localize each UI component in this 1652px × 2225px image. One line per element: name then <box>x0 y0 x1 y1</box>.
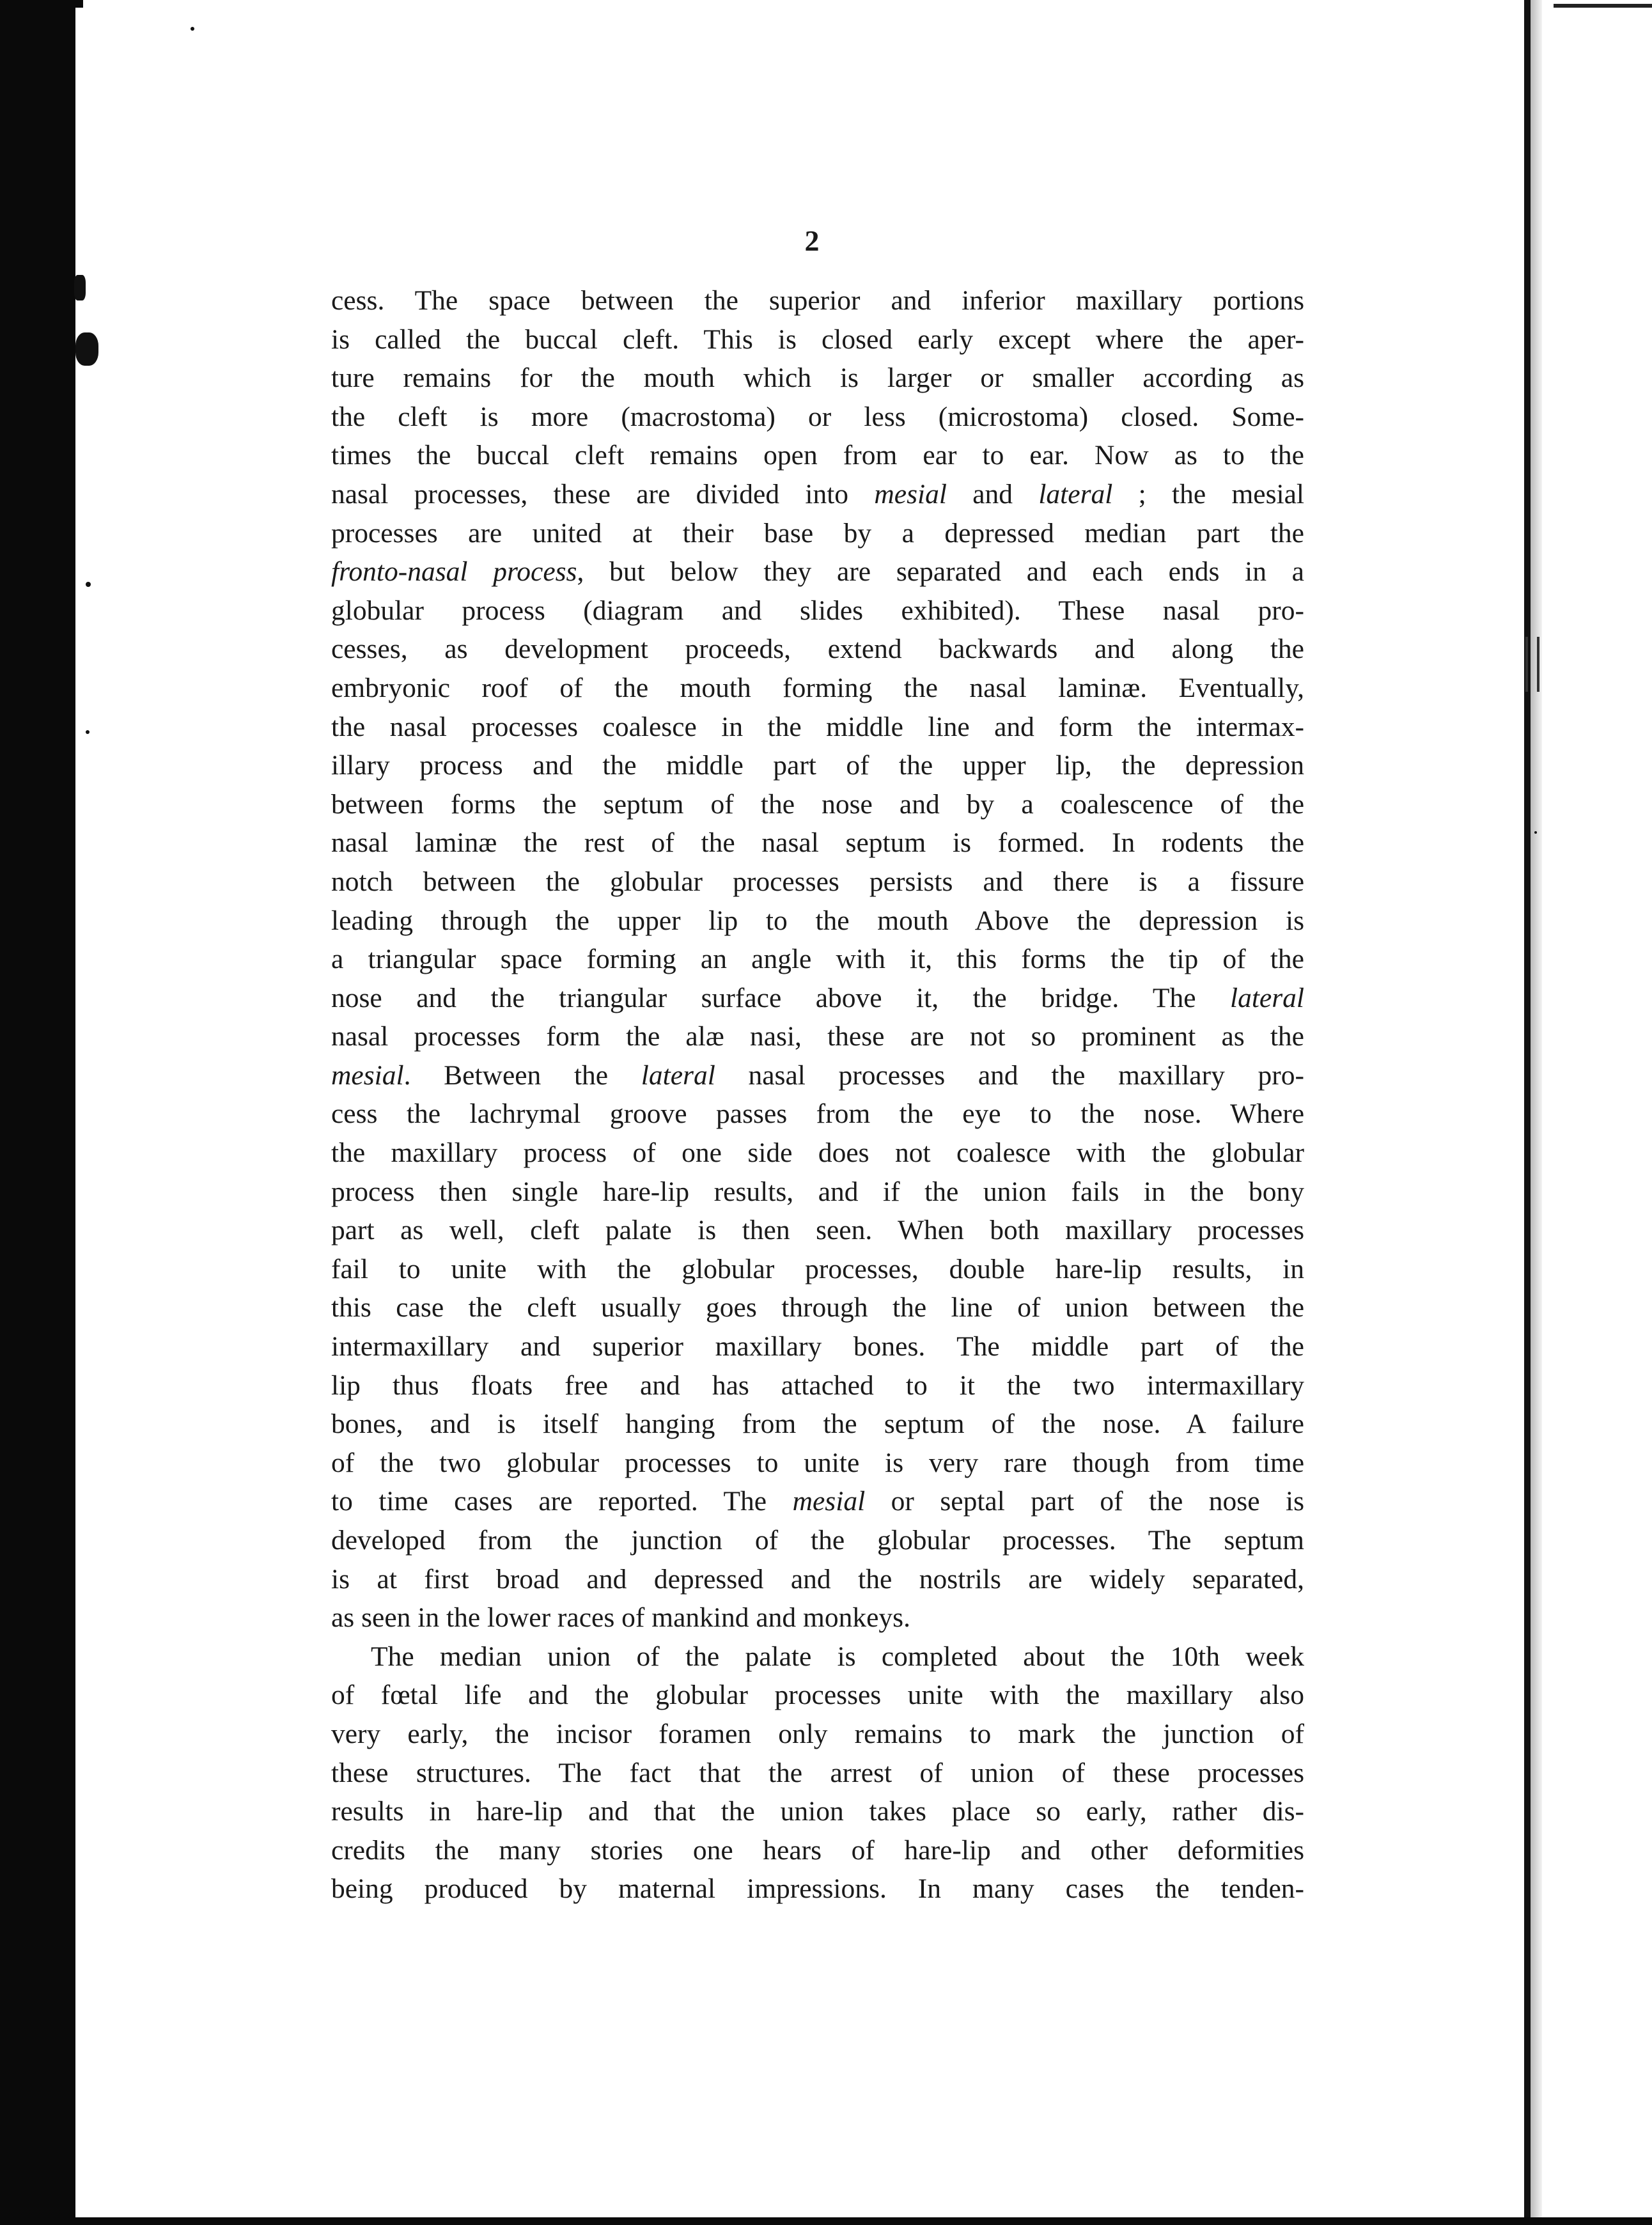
text-line: fronto-nasal process, but below they are separated and each ends in a <box>331 556 1304 588</box>
text-line: globular process (diagram and slides exhibited). These nasal pro- <box>331 595 1304 626</box>
text-line: nasal laminæ the rest of the nasal septum is formed. In rodents the <box>331 827 1304 859</box>
text-line: the nasal processes coalesce in the middle line and form the intermax- <box>331 711 1304 742</box>
italic-term: lateral <box>641 1059 715 1091</box>
text-line: mesial. Between the lateral nasal processes and the maxillary pro- <box>331 1059 1304 1091</box>
scan-speck <box>86 582 91 587</box>
text-line: to time cases are reported. The mesial or septal part of the nose is <box>331 1486 1304 1517</box>
text-line: between forms the septum of the nose and by a coalescence of the <box>331 788 1304 820</box>
text-line: a triangular space forming an angle with it, this forms the tip of the <box>331 944 1304 975</box>
page-right-edge <box>1524 0 1531 2225</box>
text-line: part as well, cleft palate is then seen. When both maxillary processes <box>331 1215 1304 1246</box>
text-line: as seen in the lower races of mankind and monkeys. <box>331 1602 910 1634</box>
text-line: cess the lachrymal groove passes from the eye to the nose. Where <box>331 1098 1304 1130</box>
text-line: bones, and is itself hanging from the septum of the nose. A failure <box>331 1409 1304 1440</box>
text-line: the cleft is more (macrostoma) or less (microstoma) closed. Some- <box>331 401 1304 432</box>
text-line: nasal processes, these are divided into mesial and lateral ; the mesial <box>331 478 1305 510</box>
text-line: of fœtal life and the globular processes unite with the maxillary also <box>331 1680 1304 1711</box>
text-line: nasal processes form the alæ nasi, these are not so prominent as the <box>331 1021 1304 1052</box>
text-line: illary process and the middle part of the upper lip, the depression <box>331 750 1304 781</box>
text-line: is at first broad and depressed and the nostrils are widely separated, <box>331 1563 1304 1595</box>
text-line: cess. The space between the superior and inferior maxillary portions <box>331 285 1304 316</box>
scan-mark-top-right <box>1554 4 1652 8</box>
scan-speck <box>191 27 194 31</box>
text-line: embryonic roof of the mouth forming the nasal laminæ. Eventually, <box>331 672 1304 703</box>
scan-speck <box>74 275 86 301</box>
text-line: the maxillary process of one side does not coalesce with the globular <box>331 1137 1304 1169</box>
text-line: being produced by maternal impressions. In many cases the tenden- <box>331 1873 1304 1905</box>
italic-term: mesial <box>331 1059 404 1091</box>
text-line: very early, the incisor foramen only remains to mark the junction of <box>331 1718 1304 1749</box>
text-line: nose and the triangular surface above it, the bridge. The lateral <box>331 982 1304 1013</box>
text-line: ture remains for the mouth which is larger or smaller according as <box>331 363 1304 394</box>
text-line: is called the buccal cleft. This is closed early except where the aper- <box>331 324 1304 355</box>
italic-term: lateral <box>1230 982 1304 1013</box>
text-line: credits the many stories one hears of hare-lip and other deformities <box>331 1834 1304 1866</box>
italic-term: lateral <box>1038 478 1113 510</box>
italic-term: mesial <box>874 478 947 510</box>
text-line: The median union of the palate is completed about the 10th week <box>371 1641 1304 1672</box>
text-line: results in hare-lip and that the union takes place so early, rather dis- <box>331 1796 1304 1827</box>
text-line: these structures. The fact that the arrest of union of these processes <box>331 1757 1304 1788</box>
scan-speck <box>86 730 90 734</box>
text-line: intermaxillary and superior maxillary bones. The middle part of the <box>331 1331 1304 1362</box>
scan-speck <box>1534 831 1537 834</box>
italic-term: mesial <box>792 1486 866 1517</box>
text-line: this case the cleft usually goes through the line of union between the <box>331 1292 1304 1323</box>
text-line: developed from the junction of the globular processes. The septum <box>331 1525 1304 1556</box>
body-text <box>331 281 1304 1909</box>
page-number: 2 <box>804 224 820 257</box>
text-line: cesses, as development proceeds, extend backwards and along the <box>331 634 1304 665</box>
margin-pencil-marks <box>1523 637 1546 692</box>
italic-term: fronto-nasal process <box>331 556 577 588</box>
scan-border-top <box>0 0 83 8</box>
paragraph-1 <box>331 281 1304 1637</box>
text-line: lip thus floats free and has attached to it the two intermaxillary <box>331 1370 1304 1401</box>
text-line: process then single hare-lip results, and if the union fails in the bony <box>331 1176 1304 1207</box>
scan-speck <box>75 332 98 366</box>
page-right-shadow <box>1531 0 1542 2225</box>
text-line: leading through the upper lip to the mouth Above the depression is <box>331 905 1304 936</box>
scan-border-bottom <box>0 2217 1652 2225</box>
scan-border-left <box>0 0 75 2225</box>
text-line: processes are united at their base by a depressed median part the <box>331 517 1304 549</box>
text-line: notch between the globular processes persists and there is a fissure <box>331 866 1304 897</box>
text-line: times the buccal cleft remains open from ear to ear. Now as to the <box>331 440 1304 471</box>
text-line: of the two globular processes to unite is very rare though from time <box>331 1447 1304 1478</box>
paragraph-2 <box>331 1637 1304 1909</box>
text-line: fail to unite with the globular processes, double hare-lip results, in <box>331 1253 1304 1284</box>
